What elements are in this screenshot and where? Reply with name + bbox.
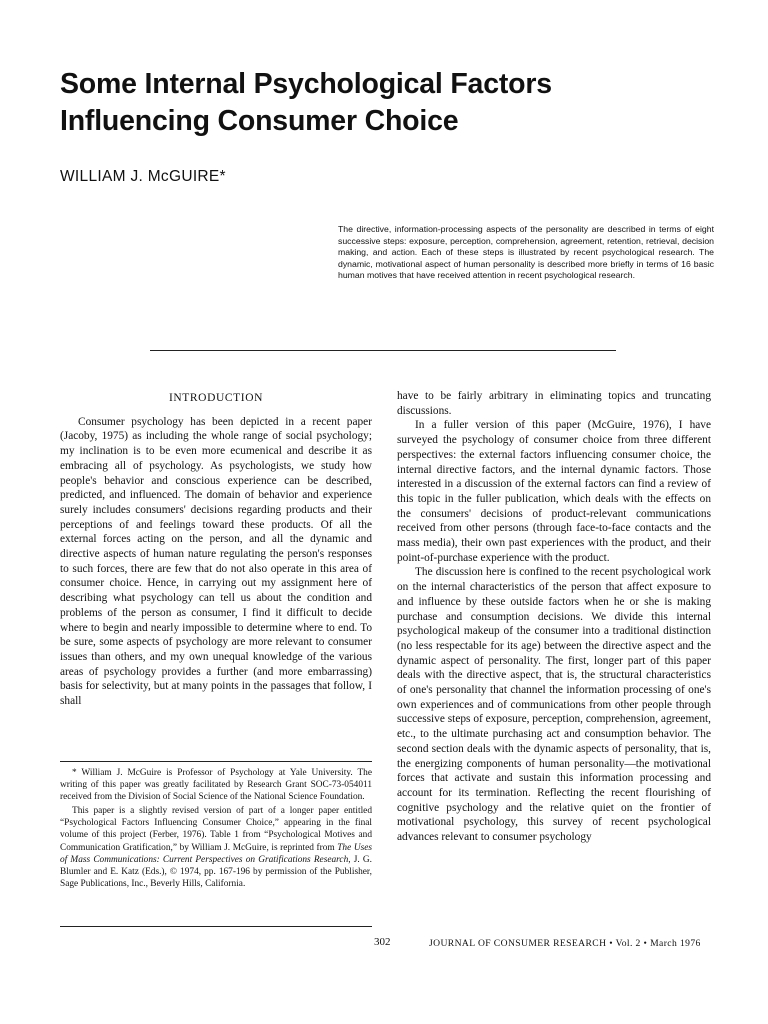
footnotes: [60, 767, 372, 892]
body-paragraph-continued: have to be fairly arbitrary in eliminating topics and truncating discussions.: [397, 390, 711, 417]
footnote-source-text-a: This paper is a slightly revised version of part of a longer paper entitled “Psychological Factors Influencing Consumer Choice,” appearing in the final volume of this project (Ferber, 1976). Table 1 from “Psychological Motives and Communication Gratification,” by William J. McGuire, is reprinted from: [60, 806, 372, 853]
footnote-source-note: [60, 805, 372, 890]
section-heading-introduction: INTRODUCTION: [168, 392, 264, 404]
paper-title-line-1: Some Internal Psychological Factors: [60, 68, 552, 100]
author-name: WILLIAM J. McGUIRE*: [60, 168, 226, 185]
right-column: [397, 389, 711, 845]
footnote-author-affiliation: * William J. McGuire is Professor of Psychology at Yale University. The writing of this paper was greatly facilitated by Research Grant SOC-73-054011 received from the Division of Social Science of the National Science Foundation.: [60, 768, 372, 803]
footnote-source-text-b: , J. G. Blumler and E. Katz (Eds.), © 1974, pp. 167-196 by permission of the Publisher, Sage Publications, Inc., Beverly Hills, California.: [60, 854, 372, 889]
body-paragraph-3: The discussion here is confined to the recent psychological work on the internal characteristics of the person that affect exposure to and influence by these outside factors when he or she is making purchase and consumption decisions. We divide this internal psychological makeup of the consumer into a traditional distinction (no less respectable for its age) between the directive aspect and the dynamic aspect of personality. The first, longer part of this paper deals with the directive aspect, that is, the structural characteristics of one's personality that channel the information processing of one's own experiences and of communications from other people through successive steps of exposure, perception, comprehension, agreement, etc., to the ultimate purchasing act and consumption behavior. The second section deals with the dynamic aspects of personality, that is, the energizing components of human personality—the motivational forces that activate and sustain this information processing and account for its termination. Reflecting the recent flourishing of cognitive psychology and the relative quiet on the frontier of motivational psychology, this survey of recent psychological advances relevant to consumer psychology: [397, 566, 711, 844]
intro-paragraph-1: Consumer psychology has been depicted in a recent paper (Jacoby, 1975) as including the whole range of social psychology; my inclination is to be even more ecumenical and describe it as embracing all of psychology. As psychologists, we study how people's behavior and conscious experience can be described, predicted, and influenced. The domain of behavior and experience surely includes consumers' decisions regarding products and their perceptions of and feelings toward these products. Of all the external forces acting on the person, and all the dynamic and directive aspects of human nature regulating the person's responses to such forces, there are few that do not also operate in this area of consumer choice. Hence, in carrying out my assignment here of describing what psychology can tell us about the condition and problems of the person as consumer, I find it difficult to decide where to begin and nearly impossible to determine where to end. To be sure, some aspects of psychology are more relevant to consumer issues than others, and my own unequal knowledge of the various areas of psychology provides a further (and more embarrassing) basis for selectivity, but at many points in the passages that follow, I shall: [60, 415, 372, 708]
footnote-bottom-divider: [60, 926, 372, 927]
header-divider: [150, 350, 616, 351]
footnote-divider: [60, 761, 372, 762]
paper-title: [60, 66, 720, 140]
abstract: The directive, information-processing aspects of the personality are described in terms of eight successive steps: exposure, perception, comprehension, agreement, retention, retrieval, decision making, and action. Each of these steps is illustrated by recent psychological research. The dynamic, motivational aspect of human personality is described more briefly in terms of 16 basic human motives that have received attention in recent psychological research.: [338, 224, 714, 280]
journal-citation: JOURNAL OF CONSUMER RESEARCH • Vol. 2 • March 1976: [429, 938, 701, 949]
paper-title-line-2: Influencing Consumer Choice: [60, 105, 459, 137]
page-number: 302: [374, 936, 391, 948]
left-column: [60, 391, 372, 709]
body-paragraph-2: In a fuller version of this paper (McGuire, 1976), I have surveyed the psychology of consumer choice from three different perspectives: the external factors influencing consumer choice, the internal directive factors, and the internal dynamic factors. Those interested in a discussion of the external factors can find a review of this topic in the fuller publication, which deals with the effects on the consumers' decisions of product-relevant communications received from other persons (through face-to-face contacts and the mass media), their own past experiences with the product, and their point-of-purchase experience with the product.: [397, 419, 711, 564]
footnote-source-book-title: The Uses of Mass Communications: Current Perspectives on Gratifications Research: [60, 842, 372, 865]
